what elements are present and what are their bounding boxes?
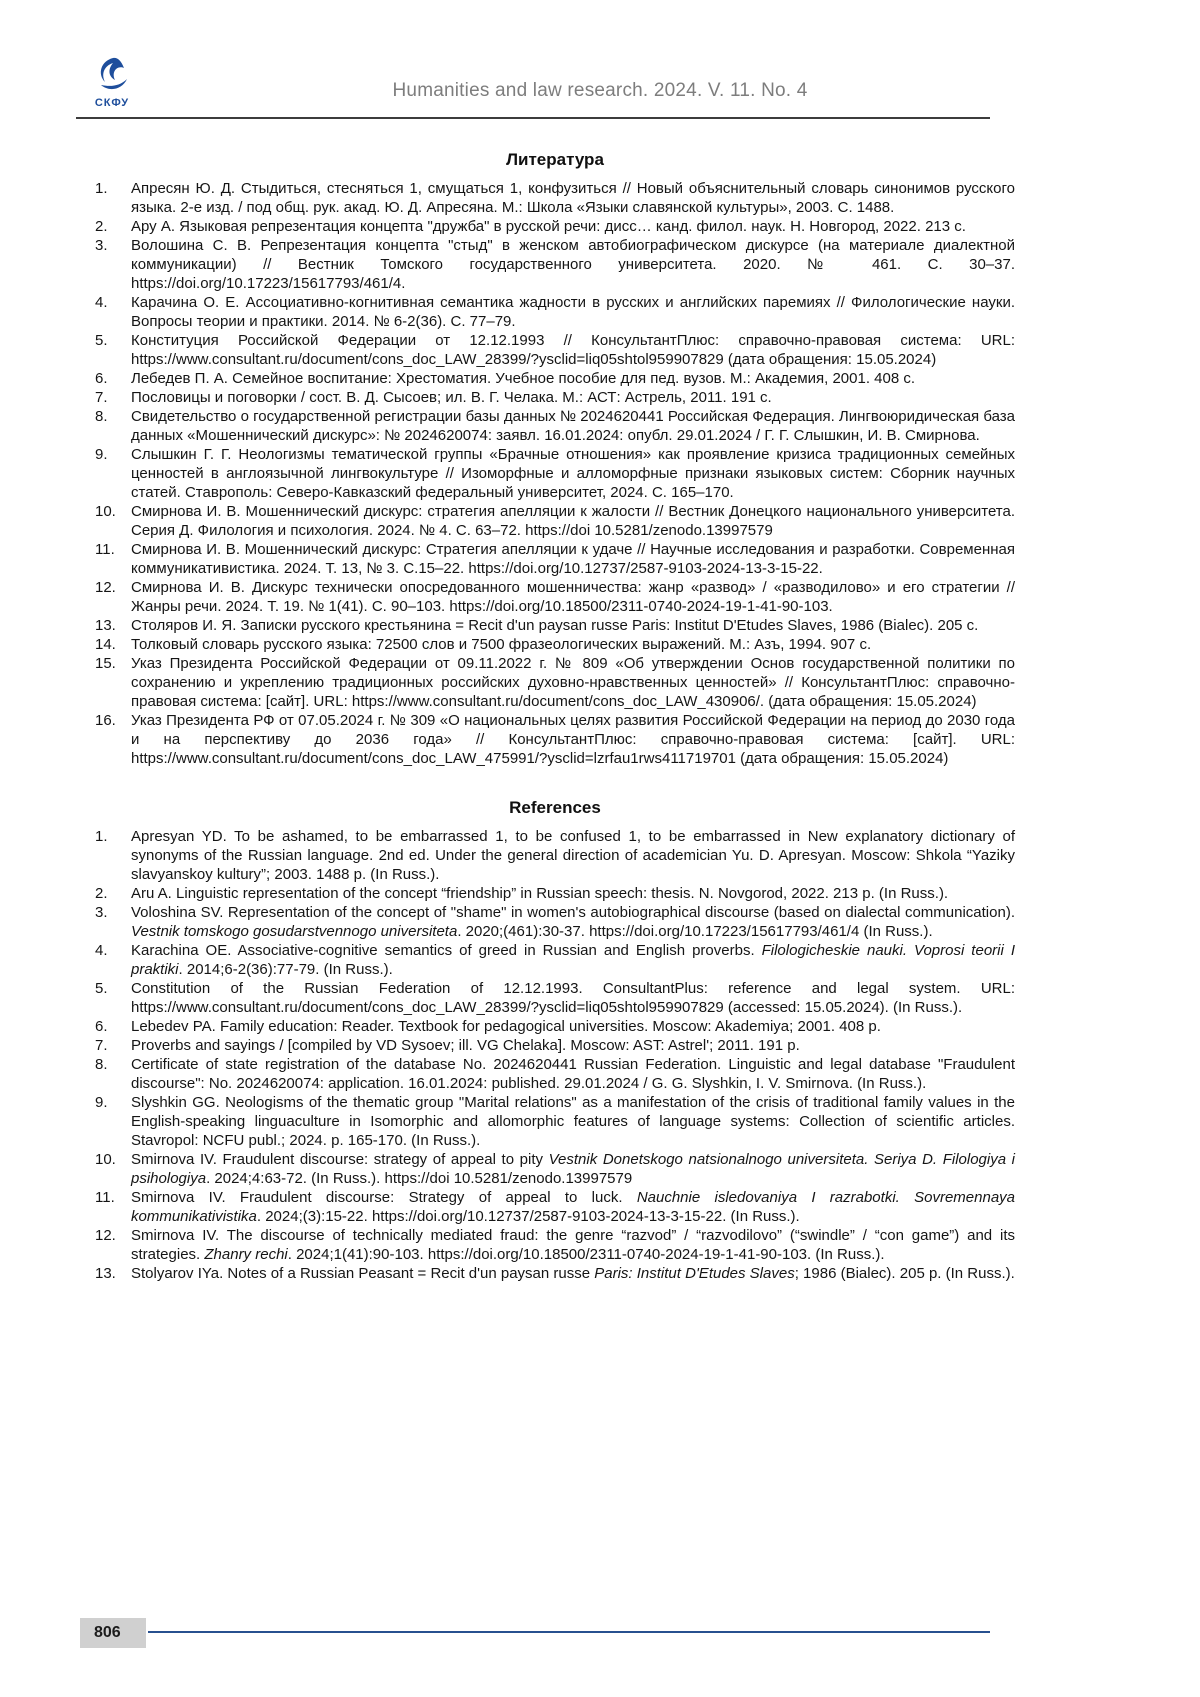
reference-number: 12. [95, 579, 116, 596]
reference-item [95, 217, 1015, 236]
references-list [95, 827, 1015, 1283]
journal-header-title: Humanities and law research. 2024. V. 11. No. 4 [392, 80, 808, 101]
reference-item [95, 903, 1015, 941]
reference-text: Пословицы и поговорки / сост. В. Д. Сысоев; ил. В. Г. Челака. М.: АСТ: Астрель, 2011. 191 с. [131, 389, 772, 406]
reference-item [95, 635, 1015, 654]
reference-item [95, 711, 1015, 768]
reference-text: Slyshkin GG. Neologisms of the thematic group "Marital relations" as a manifestation of the crisis of traditional family values in the English-speaking linguaculture in Isomorphic and allomorphic features of language systems: Collection of scientific articles. Stavropol: NCFU publ.; 2024. p. 165-170. (In Russ.). [131, 1094, 1015, 1149]
reference-number: 3. [95, 237, 108, 254]
reference-item [95, 236, 1015, 293]
reference-text: Карачина О. Е. Ассоциативно-когнитивная семантика жадности в русских и английских паремиях // Филологические науки. Вопросы теории и практики. 2014. № 6-2(36). С. 77–79. [131, 294, 1015, 330]
section-title-references: References [509, 798, 601, 817]
page-number-box [80, 1618, 146, 1648]
reference-number: 8. [95, 1056, 108, 1073]
page-content [95, 138, 1015, 1283]
reference-text: Смирнова И. В. Мошеннический дискурс: стратегия апелляции к жалости // Вестник Донецкого национального университета. Серия Д. Филология и психология. 2024. № 4. С. 63–72. https://doi 10.5281/zenodo.13997579 [131, 503, 1015, 539]
reference-number: 10. [95, 1151, 116, 1168]
reference-text: Указ Президента РФ от 07.05.2024 г. № 309 «О национальных целях развития Российской Федерации на период до 2030 года и на перспективу до 2036 года» // КонсультантПлюс: справочно-правовая система: [сайт]. URL: https://www.consultant.ru/document/cons_doc_LAW_475991/?ysclid=lzrfau1rws411719701 (дата обращения: 15.05.2024) [131, 712, 1015, 767]
reference-text: Столяров И. Я. Записки русского крестьянина = Recit d'un paysan russe Paris: Institut D'Etudes Slaves, 1986 (Bialec). 205 с. [131, 617, 979, 634]
reference-item [95, 1264, 1015, 1283]
reference-number: 11. [95, 541, 115, 558]
reference-item [95, 884, 1015, 903]
reference-text: Constitution of the Russian Federation of 12.12.1993. ConsultantPlus: reference and legal system. URL: https://www.consultant.ru/document/cons_doc_LAW_28399/?ysclid=liq05shtol959907829 (accessed: 15.05.2024). (In Russ.). [131, 980, 1015, 1016]
reference-text: Слышкин Г. Г. Неологизмы тематической группы «Брачные отношения» как проявление кризиса традиционных семейных ценностей в англоязычной лингвокультуре // Изоморфные и алломорфные признаки языковых систем: Сборник научных статей. Ставрополь: Северо-Кавказский федеральный университет, 2024. С. 165–170. [131, 446, 1015, 501]
reference-item [95, 941, 1015, 979]
reference-number: 6. [95, 1018, 108, 1035]
reference-text: Апресян Ю. Д. Стыдиться, стесняться 1, смущаться 1, конфузиться // Новый объяснительный словарь синонимов русского языка. 2-е изд. / под общ. рук. акад. Ю. Д. Апресяна. М.: Школа «Языки славянской культуры», 2003. С. 1488. [131, 180, 1015, 216]
reference-number: 2. [95, 218, 108, 235]
reference-number: 13. [95, 1265, 116, 1282]
reference-number: 9. [95, 1094, 108, 1111]
reference-number: 5. [95, 332, 108, 349]
reference-number: 9. [95, 446, 108, 463]
reference-number: 10. [95, 503, 116, 520]
reference-text: Указ Президента Российской Федерации от 09.11.2022 г. № 809 «Об утверждении Основ государственной политики по сохранению и укреплению традиционных российских духовно-нравственных ценностей» // КонсультантПлюс: справочно-правовая система: [сайт]. URL: https://www.consultant.ru/document/cons_doc_LAW_430906/. (дата обращения: 15.05.2024) [131, 655, 1015, 710]
reference-text: Толковый словарь русского языка: 72500 слов и 7500 фразеологических выражений. М.: Азъ, 1994. 907 с. [131, 636, 872, 653]
footer-rule [148, 1631, 990, 1633]
reference-text: Лебедев П. А. Семейное воспитание: Хрестоматия. Учебное пособие для пед. вузов. М.: Академия, 2001. 408 с. [131, 370, 916, 387]
reference-item [95, 331, 1015, 369]
reference-item [95, 578, 1015, 616]
reference-text: Proverbs and sayings / [compiled by VD Sysoev; ill. VG Chelaka]. Moscow: AST: Astrel'; 2011. 191 p. [131, 1037, 800, 1054]
reference-number: 13. [95, 617, 116, 634]
reference-number: 2. [95, 885, 108, 902]
reference-number: 12. [95, 1227, 116, 1244]
reference-number: 4. [95, 942, 108, 959]
reference-item [95, 445, 1015, 502]
reference-item [95, 616, 1015, 635]
reference-number: 7. [95, 389, 108, 406]
reference-text: Свидетельство о государственной регистрации базы данных № 2024620441 Российская Федерация. Лингвоюридическая база данных «Мошеннический дискурс»: № 2024620074: заявл. 16.01.2024: опубл. 29.01.2024 / Г. Г. Слышкин, И. В. Смирнова. [131, 408, 1015, 444]
reference-number: 1. [95, 180, 108, 197]
reference-item [95, 827, 1015, 884]
reference-item [95, 407, 1015, 445]
reference-text: Конституция Российской Федерации от 12.12.1993 // КонсультантПлюс: справочно-правовая система: URL: https://www.consultant.ru/document/cons_doc_LAW_28399/?ysclid=liq05shtol959907829 (дата обращения: 15.05.2024) [131, 332, 1015, 368]
reference-item [95, 179, 1015, 217]
reference-item [95, 654, 1015, 711]
reference-text: Certificate of state registration of the database No. 2024620441 Russian Federation. Linguistic and legal database "Fraudulent discourse": No. 2024620074: application. 16.01.2024: published. 29.01.2024 / G. G. Slyshkin, I. V. Smirnova. (In Russ.). [131, 1056, 1015, 1092]
reference-item [95, 293, 1015, 331]
reference-text: Smirnova IV. Fraudulent discourse: strategy of appeal to pity Vestnik Donetskogo natsionalnogo universiteta. Seriya D. Filologiya i psihologiya. 2024;4:63-72. (In Russ.). https://doi 10.5281/zenodo.13997579 [131, 1151, 1015, 1187]
reference-number: 5. [95, 980, 108, 997]
reference-item [95, 979, 1015, 1017]
page-number: 806 [94, 1624, 121, 1641]
reference-text: Ару А. Языковая репрезентация концепта "дружба" в русской речи: дисс… канд. филол. наук. Н. Новгород, 2022. 213 с. [131, 218, 966, 235]
literatura-list [95, 179, 1015, 768]
reference-item [95, 1093, 1015, 1150]
reference-number: 4. [95, 294, 108, 311]
header-rule [76, 117, 990, 119]
reference-item [95, 1188, 1015, 1226]
reference-text: Волошина С. В. Репрезентация концепта "стыд" в женском автобиографическом дискурсе (на материале диалектной коммуникации) // Вестник Томского государственного университета. 2020. № 461. С. 30–37. https://doi.org/10.17223/15617793/461/4. [131, 237, 1015, 292]
reference-number: 8. [95, 408, 108, 425]
reference-number: 14. [95, 636, 116, 653]
reference-text: Смирнова И. В. Мошеннический дискурс: Стратегия апелляции к удаче // Научные исследования и разработки. Современная коммуникативистика. 2024. Т. 13, № 3. С.15–22. https://doi.org/10.12737/2587-9103-2024-13-3-15-22. [131, 541, 1015, 577]
reference-number: 15. [95, 655, 116, 672]
reference-item [95, 369, 1015, 388]
reference-text: Stolyarov IYa. Notes of a Russian Peasant = Recit d'un paysan russe Paris: Institut D'Etudes Slaves; 1986 (Bialec). 205 p. (In Russ.). [131, 1265, 1015, 1282]
reference-item [95, 1150, 1015, 1188]
reference-number: 6. [95, 370, 108, 387]
reference-item [95, 1017, 1015, 1036]
reference-text: Karachina OE. Associative-cognitive semantics of greed in Russian and English proverbs. Filologicheskie nauki. Voprosi teorii I praktiki. 2014;6-2(36):77-79. (In Russ.). [131, 942, 1015, 978]
logo-label: СКФУ [94, 97, 130, 109]
reference-item [95, 502, 1015, 540]
reference-text: Apresyan YD. To be ashamed, to be embarrassed 1, to be confused 1, to be embarrassed in New explanatory dictionary of synonyms of the Russian language. 2nd ed. Under the general direction of academician Yu. D. Apresyan. Moscow: Shkola “Yaziky slavyanskoy kultury”; 2003. 1488 p. (In Russ.). [131, 828, 1015, 883]
reference-item [95, 1036, 1015, 1055]
reference-number: 16. [95, 712, 116, 729]
reference-text: Smirnova IV. Fraudulent discourse: Strategy of appeal to luck. Nauchnie isledovaniya I razrabotki. Sovremennaya kommunikativistika. 2024;(3):15-22. https://doi.org/10.12737/2587-9103-2024-13-3-15-22. (In Russ.). [131, 1189, 1016, 1225]
reference-text: Voloshina SV. Representation of the concept of "shame" in women's autobiographical discourse (based on dialectal communication). Vestnik tomskogo gosudarstvennogo universiteta. 2020;(461):30-37. https://doi.org/10.17223/15617793/461/4 (In Russ.). [131, 904, 1015, 940]
reference-item [95, 540, 1015, 578]
section-title-literatura: Литература [506, 150, 604, 169]
reference-item [95, 388, 1015, 407]
reference-text: Lebedev PA. Family education: Reader. Textbook for pedagogical universities. Moscow: Akademiya; 2001. 408 p. [131, 1018, 881, 1035]
reference-number: 3. [95, 904, 108, 921]
reference-number: 11. [95, 1189, 115, 1206]
reference-text: Смирнова И. В. Дискурс технически опосредованного мошенничества: жанр «развод» / «разводилово» и его стратегии // Жанры речи. 2024. Т. 19. № 1(41). С. 90–103. https://doi.org/10.18500/2311-0740-2024-19-1-41-90-103. [131, 579, 1015, 615]
reference-text: Aru A. Linguistic representation of the concept “friendship” in Russian speech: thesis. N. Novgorod, 2022. 213 p. (In Russ.). [131, 885, 949, 902]
reference-text: Smirnova IV. The discourse of technically mediated fraud: the genre “razvod” / “razvodilovo” (“swindle” / “con game”) and its strategies. Zhanry rechi. 2024;1(41):90-103. https://doi.org/10.18500/2311-0740-2024-19-1-41-90-103. (In Russ.). [131, 1227, 1015, 1263]
reference-number: 7. [95, 1037, 108, 1054]
reference-item [95, 1226, 1015, 1264]
reference-item [95, 1055, 1015, 1093]
reference-number: 1. [95, 828, 108, 845]
